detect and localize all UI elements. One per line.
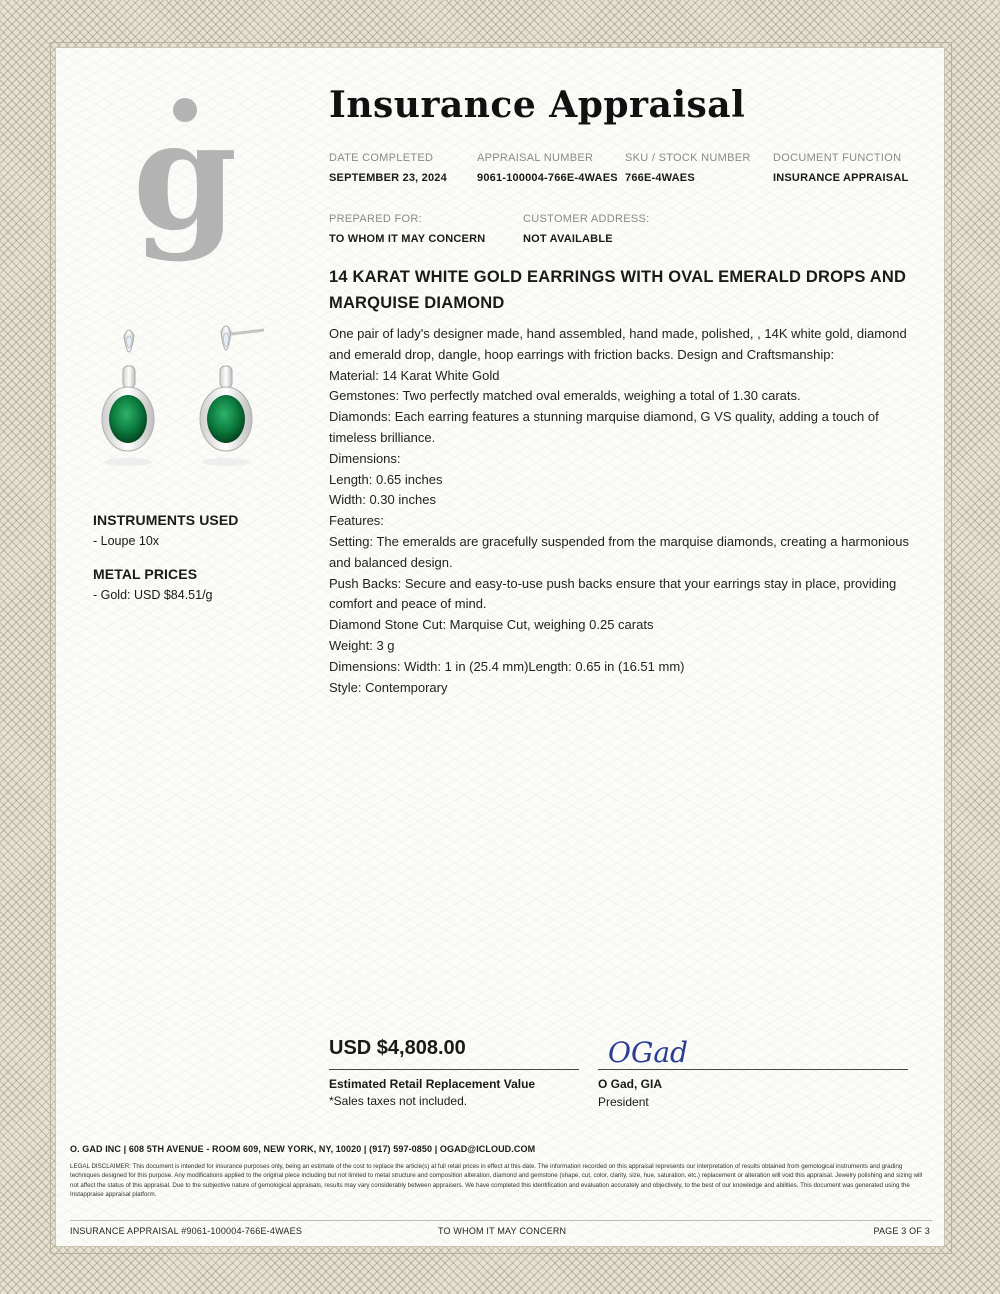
desc-line: Length: 0.65 inches bbox=[329, 471, 443, 487]
desc-line: Width: 0.30 inches bbox=[329, 492, 436, 508]
company-logo bbox=[75, 88, 275, 270]
date-completed-value: SEPTEMBER 23, 2024 bbox=[329, 172, 447, 184]
signature-divider bbox=[598, 1069, 908, 1070]
desc-line: Material: 14 Karat White Gold bbox=[329, 367, 500, 383]
instruments-value: - Loupe 10x bbox=[93, 534, 160, 548]
desc-line: Diamond Stone Cut: Marquise Cut, weighing 0.25 carats bbox=[329, 617, 654, 633]
customer-address bbox=[523, 213, 650, 245]
desc-line: Diamonds: Each earring features a stunning marquise diamond, G VS quality, adding a touch of timeless brilliance. bbox=[329, 409, 879, 445]
document-title: Insurance Appraisal bbox=[329, 84, 746, 126]
desc-line: Push Backs: Secure and easy-to-use push backs ensure that your earrings stay in place, providing comfort and peace of mind. bbox=[329, 575, 897, 612]
item-description bbox=[329, 324, 919, 698]
price-label: Estimated Retail Replacement Value bbox=[329, 1077, 536, 1091]
item-heading: 14 KARAT WHITE GOLD EARRINGS WITH OVAL EMERALD DROPS AND MARQUISE DIAMOND bbox=[329, 268, 907, 312]
metal-prices-heading: METAL PRICES bbox=[93, 566, 198, 582]
customer-address-label: CUSTOMER ADDRESS: bbox=[523, 213, 650, 225]
signatory-title: President bbox=[598, 1095, 649, 1109]
signatory-name: O Gad, GIA bbox=[598, 1077, 663, 1091]
prepared-for bbox=[329, 213, 485, 245]
instruments-heading: INSTRUMENTS USED bbox=[93, 512, 239, 528]
company-info: O. GAD INC | 608 5TH AVENUE - ROOM 609, NEW YORK, NY, 10020 | (917) 597-0850 | OGAD@ICLOUD.COM bbox=[70, 1144, 536, 1154]
appraisal-number-value: 9061-100004-766E-4WAES bbox=[477, 172, 618, 184]
logo-g-icon bbox=[75, 88, 275, 270]
tax-note: *Sales taxes not included. bbox=[329, 1094, 468, 1108]
document-function-label: DOCUMENT FUNCTION bbox=[773, 152, 902, 164]
left-earring bbox=[102, 330, 154, 451]
desc-line: One pair of lady's designer made, hand assembled, hand made, polished, , 14K white gold, diamond and emerald drop, dangle, hoop earrings with friction backs. Design and Craftsmanship: bbox=[329, 326, 907, 362]
date-completed-label: DATE COMPLETED bbox=[329, 152, 434, 164]
footer-center: TO WHOM IT MAY CONCERN bbox=[438, 1226, 567, 1236]
sku-number bbox=[625, 152, 751, 184]
appraisal-number-label: APPRAISAL NUMBER bbox=[477, 152, 594, 164]
document-function bbox=[773, 152, 908, 184]
desc-line: Dimensions: Width: 1 in (25.4 mm)Length: 0.65 in (16.51 mm) bbox=[329, 658, 685, 674]
desc-line: Weight: 3 g bbox=[329, 637, 395, 653]
document-function-value: INSURANCE APPRAISAL bbox=[773, 172, 909, 184]
signature-graphic bbox=[604, 1030, 704, 1070]
right-earring bbox=[200, 326, 264, 451]
metal-prices-value: - Gold: USD $84.51/g bbox=[93, 588, 213, 602]
footer-divider bbox=[70, 1220, 932, 1221]
prepared-for-label: PREPARED FOR: bbox=[329, 213, 422, 225]
customer-address-value: NOT AVAILABLE bbox=[523, 233, 613, 245]
desc-line: Style: Contemporary bbox=[329, 679, 448, 695]
desc-line: Dimensions: bbox=[329, 450, 401, 466]
prepared-for-value: TO WHOM IT MAY CONCERN bbox=[329, 233, 486, 245]
signature-text: OGad bbox=[608, 1036, 688, 1069]
price-divider bbox=[329, 1069, 579, 1070]
left-column bbox=[93, 512, 293, 620]
sku-label: SKU / STOCK NUMBER bbox=[625, 152, 751, 164]
appraised-price: USD $4,808.00 bbox=[329, 1037, 466, 1059]
desc-line: Features: bbox=[329, 513, 384, 529]
date-completed bbox=[329, 152, 447, 184]
footer-left: INSURANCE APPRAISAL #9061-100004-766E-4WAES bbox=[70, 1226, 303, 1236]
earrings-photo bbox=[96, 322, 276, 472]
legal-disclaimer: LEGAL DISCLAIMER: This document is intended for insurance purposes only, being an estimate of the cost to replace the article(s) at full retail prices in effect at this date. The information recorded on this appraisal represents our interpretation of results obtained from gemological instruments and grading techniques designed for this purpose. Any modifications applied to the original piece including but not limited to metal structure and composition alteration, diamond and gemstone (shape, cut, color, clarity, size, hue, saturation, etc.) replacement or alteration will void this appraisal. Jewelry polishing and sizing will not affect the status of this appraisal. Due to the subjective nature of gemological appraisals, results may vary considerably between appraisers. We have completed this identification and evaluation accurately and objectively, to the best of our knowledge and abilities. This document was generated using the Instappraise appraisal platform. bbox=[70, 1163, 923, 1198]
sku-value: 766E-4WAES bbox=[625, 172, 695, 184]
desc-line: Setting: The emeralds are gracefully suspended from the marquise diamonds, creating a harmonious and balanced design. bbox=[329, 533, 910, 570]
appraisal-number bbox=[477, 152, 618, 184]
desc-line: Gemstones: Two perfectly matched oval emeralds, weighing a total of 1.30 carats. bbox=[329, 388, 801, 404]
footer-page-number: PAGE 3 OF 3 bbox=[873, 1226, 930, 1236]
logo-letter: g bbox=[132, 88, 238, 264]
